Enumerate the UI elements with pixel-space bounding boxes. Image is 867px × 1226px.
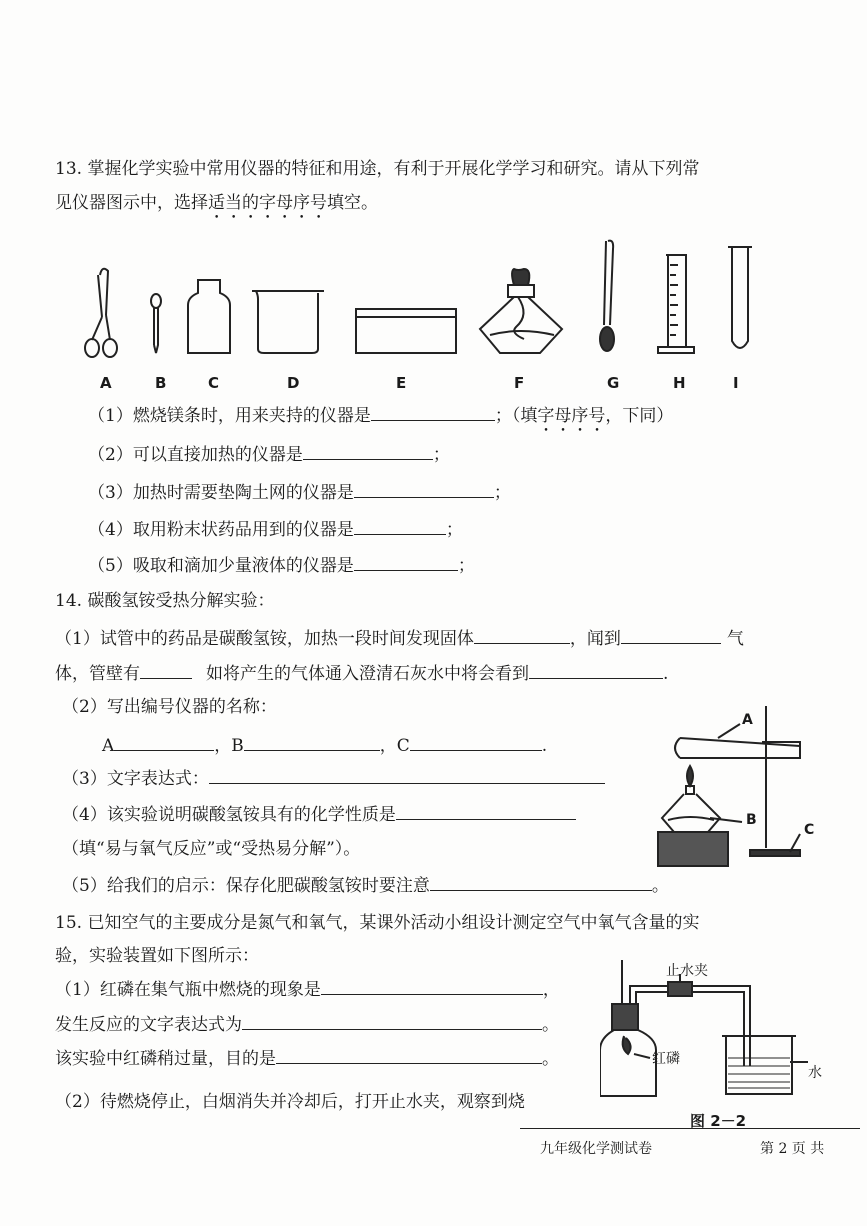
- q13-line2: 见仪器图示中，选择适当的字母序号填空。: [55, 193, 378, 213]
- instruments-figure: [80, 235, 770, 365]
- heating-apparatus-figure: [650, 702, 830, 872]
- label-d: D: [287, 374, 300, 392]
- alcohol-lamp-icon: [480, 269, 562, 353]
- fig15-clamp-label: 止水夹: [666, 963, 708, 979]
- footer-rule: [520, 1128, 860, 1129]
- fig14-label-c: C: [804, 822, 815, 838]
- answer-blank[interactable]: [321, 978, 543, 995]
- answer-blank[interactable]: [621, 627, 721, 644]
- q13-sub1: （1）燃烧镁条时，用来夹持的仪器是 ；（填字母序号，下同）: [88, 406, 674, 426]
- footer-exam-title: 九年级化学测试卷: [540, 1141, 652, 1157]
- q14-p5: （5）给我们的启示：保存化肥碳酸氢铵时要注意 。: [62, 876, 669, 896]
- crucible-tongs-icon: [85, 269, 117, 357]
- answer-blank[interactable]: [354, 481, 494, 498]
- beaker-icon: [252, 291, 324, 353]
- answer-blank[interactable]: [354, 554, 458, 571]
- label-i: I: [733, 374, 739, 392]
- q13-line1: 13. 掌握化学实验中常用仪器的特征和用途，有利于开展化学学习和研究。请从下列常: [55, 159, 700, 179]
- answer-blank[interactable]: [244, 734, 380, 751]
- q15-p1b: 发生反应的文字表达式为 。: [55, 1015, 559, 1035]
- answer-blank[interactable]: [242, 1013, 542, 1030]
- q14-p2-blanks: A ，B ，C .: [102, 736, 548, 756]
- fig15-caption: 图 2－2: [690, 1112, 747, 1130]
- answer-blank[interactable]: [410, 734, 542, 751]
- q15-line2: 验，实验装置如下图所示：: [55, 946, 259, 966]
- trough-icon: [356, 309, 456, 353]
- q14-p2: （2）写出编号仪器的名称：: [62, 697, 277, 717]
- q13-sub5: （5）吸取和滴加少量液体的仪器是 ；: [88, 556, 475, 576]
- q14-title: 14. 碳酸氢铵受热分解实验：: [55, 591, 275, 611]
- answer-blank[interactable]: [276, 1047, 542, 1064]
- q14-p1-line1: （1）试管中的药品是碳酸氢铵，加热一段时间发现固体 ，闻到 气: [55, 629, 744, 649]
- fig15-phosphorus-label: 红磷: [652, 1051, 680, 1067]
- q13-sub2: （2）可以直接加热的仪器是 ；: [88, 445, 450, 465]
- label-b: B: [155, 374, 167, 392]
- answer-blank[interactable]: [209, 767, 605, 784]
- label-g: G: [607, 374, 620, 392]
- q15-p2: （2）待燃烧停止，白烟消失并冷却后，打开止水夹，观察到烧: [55, 1092, 525, 1112]
- label-f: F: [514, 374, 525, 392]
- q15-p1c: 该实验中红磷稍过量，目的是 。: [55, 1049, 559, 1069]
- dropper-icon: [151, 294, 161, 353]
- q13-sub4: （4）取用粉末状药品用到的仪器是 ；: [88, 520, 463, 540]
- q13-sub3: （3）加热时需要垫陶土网的仪器是 ；: [88, 483, 511, 503]
- fig14-label-b: B: [746, 812, 757, 828]
- q14-p4-note: （填“易与氧气反应”或“受热易分解”）。: [62, 839, 361, 859]
- q14-p3: （3）文字表达式：: [62, 767, 605, 790]
- fig14-label-a: A: [742, 712, 753, 728]
- answer-blank[interactable]: [430, 874, 652, 891]
- medicine-spoon-icon: [600, 241, 614, 351]
- answer-blank[interactable]: [354, 518, 446, 535]
- answer-blank[interactable]: [114, 734, 214, 751]
- label-a: A: [100, 374, 112, 392]
- answer-blank[interactable]: [529, 662, 663, 679]
- wide-mouth-bottle-icon: [188, 280, 230, 353]
- footer-page-number: 第 2 页 共: [760, 1141, 825, 1157]
- answer-blank[interactable]: [396, 803, 576, 820]
- q15-line1: 15. 已知空气的主要成分是氮气和氧气，某课外活动小组设计测定空气中氧气含量的实: [55, 913, 700, 933]
- label-h: H: [673, 374, 686, 392]
- graduated-cylinder-icon: [658, 255, 694, 353]
- answer-blank[interactable]: [140, 662, 192, 679]
- q14-p4: （4）该实验说明碳酸氢铵具有的化学性质是: [62, 803, 576, 826]
- test-tube-icon: [728, 247, 752, 348]
- label-e: E: [396, 374, 407, 392]
- fig15-water-label: 水: [808, 1065, 822, 1081]
- q14-p1-line2: 体，管壁有 如将产生的气体通入澄清石灰水中将会看到 .: [55, 664, 669, 684]
- oxygen-measure-figure: [600, 958, 830, 1108]
- q15-p1: （1）红磷在集气瓶中燃烧的现象是 ，: [55, 980, 560, 1000]
- answer-blank[interactable]: [474, 627, 570, 644]
- answer-blank[interactable]: [371, 404, 495, 421]
- label-c: C: [208, 374, 220, 392]
- answer-blank[interactable]: [303, 443, 433, 460]
